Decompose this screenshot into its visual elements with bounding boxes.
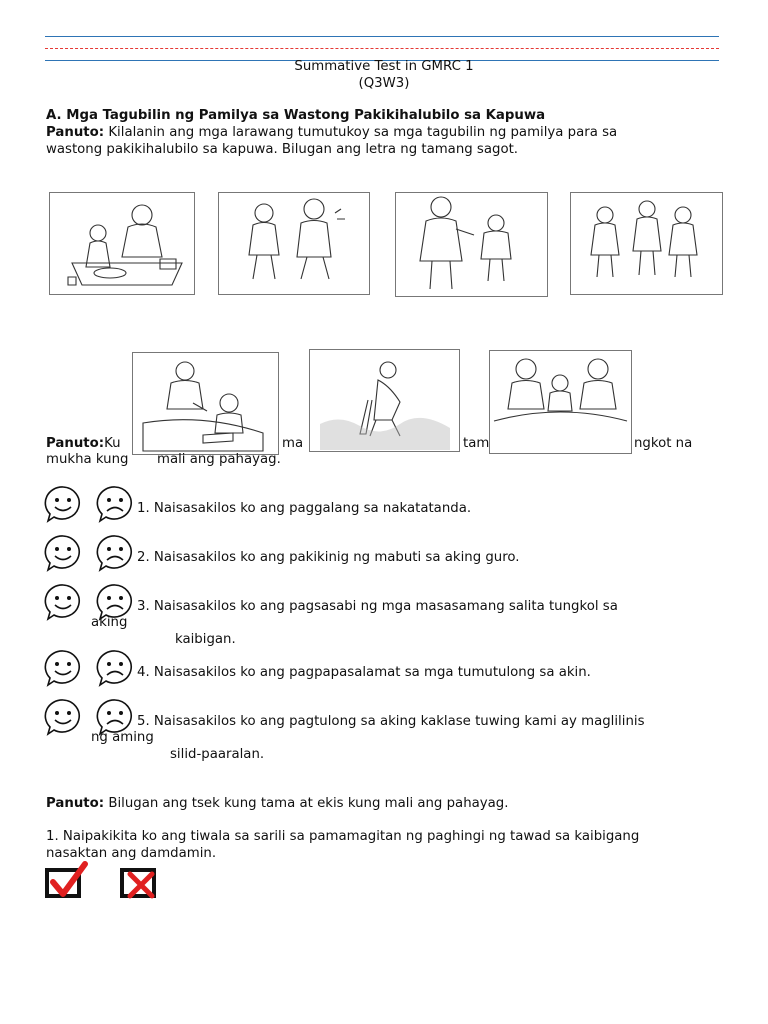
page-title: Summative Test in GMRC 1 bbox=[294, 59, 474, 74]
statement-item-2: 2. Naisasakilos ko ang pakikinig ng mabuti sa aking guro. bbox=[137, 550, 520, 565]
picture-family-meal bbox=[49, 192, 195, 295]
section-c-item-1-cont: nasaktan ang damdamin. bbox=[46, 846, 217, 861]
section-a-instructions bbox=[46, 124, 617, 141]
happy-face-icon[interactable] bbox=[44, 649, 82, 687]
panuto-label: Panuto: bbox=[46, 796, 105, 811]
section-c-instructions bbox=[46, 795, 508, 812]
picture-mother-helping-study bbox=[132, 352, 279, 455]
picture-mother-and-child bbox=[395, 192, 548, 297]
quarter-code: (Q3W3) bbox=[358, 76, 410, 91]
header-line-dashed bbox=[45, 48, 719, 49]
panuto-text: Bilugan ang tsek kung tama at ekis kung mali ang pahayag. bbox=[104, 796, 509, 811]
panuto-line2-a: mukha kung bbox=[46, 452, 129, 467]
happy-face-icon[interactable] bbox=[44, 534, 82, 572]
picture-three-children bbox=[570, 192, 723, 295]
sad-face-icon[interactable] bbox=[96, 485, 134, 523]
panuto-label: Panuto: bbox=[46, 125, 105, 140]
picture-family-praying bbox=[489, 350, 632, 454]
panuto-fragment: ma bbox=[282, 436, 304, 451]
picture-children-talking bbox=[218, 192, 370, 295]
panuto-fragment: ngkot na bbox=[634, 436, 693, 451]
happy-face-icon[interactable] bbox=[44, 698, 82, 736]
picture-child-sweeping bbox=[309, 349, 460, 452]
sad-face-icon[interactable] bbox=[96, 649, 134, 687]
statement-item-5-cont: ng aming bbox=[91, 730, 154, 745]
section-c-item-1: 1. Naipakikita ko ang tiwala sa sarili sa pamamagitan ng paghingi ng tawad sa kaibigang bbox=[46, 829, 640, 844]
statement-item-5: 5. Naisasakilos ko ang pagtulong sa aking kaklase tuwing kami ay maglilinis bbox=[137, 714, 645, 729]
section-a-heading: A. Mga Tagubilin ng Pamilya sa Wastong Pakikihalubilo sa Kapuwa bbox=[46, 108, 546, 123]
statement-item-3: 3. Naisasakilos ko ang pagsasabi ng mga masasamang salita tungkol sa bbox=[137, 599, 618, 614]
panuto-line2-b: mali ang pahayag. bbox=[157, 452, 281, 467]
panuto-fragment: tam bbox=[463, 436, 490, 451]
section-a-instructions-line2: wastong pakikihalubilo sa kapuwa. Bilugan ang letra ng tamang sagot. bbox=[46, 142, 519, 157]
panuto-text: Kilalanin ang mga larawang tumutukoy sa mga tagubilin ng pamilya para sa bbox=[104, 125, 618, 140]
statement-item-5-cont: silid-paaralan. bbox=[170, 747, 265, 762]
happy-face-icon[interactable] bbox=[44, 583, 82, 621]
x-mark-icon bbox=[124, 868, 158, 902]
check-mark-icon bbox=[48, 860, 92, 902]
section-b-instructions bbox=[46, 435, 121, 452]
statement-item-1: 1. Naisasakilos ko ang paggalang sa nakatatanda. bbox=[137, 501, 472, 516]
statement-item-3-cont: aking bbox=[91, 615, 128, 630]
statement-item-4: 4. Naisasakilos ko ang pagpapasalamat sa mga tumutulong sa akin. bbox=[137, 665, 591, 680]
sad-face-icon[interactable] bbox=[96, 534, 134, 572]
happy-face-icon[interactable] bbox=[44, 485, 82, 523]
panuto-fragment: Ku bbox=[104, 436, 121, 451]
panuto-label: Panuto: bbox=[46, 436, 105, 451]
statement-item-3-cont: kaibigan. bbox=[175, 632, 236, 647]
header-line-top bbox=[45, 36, 719, 37]
